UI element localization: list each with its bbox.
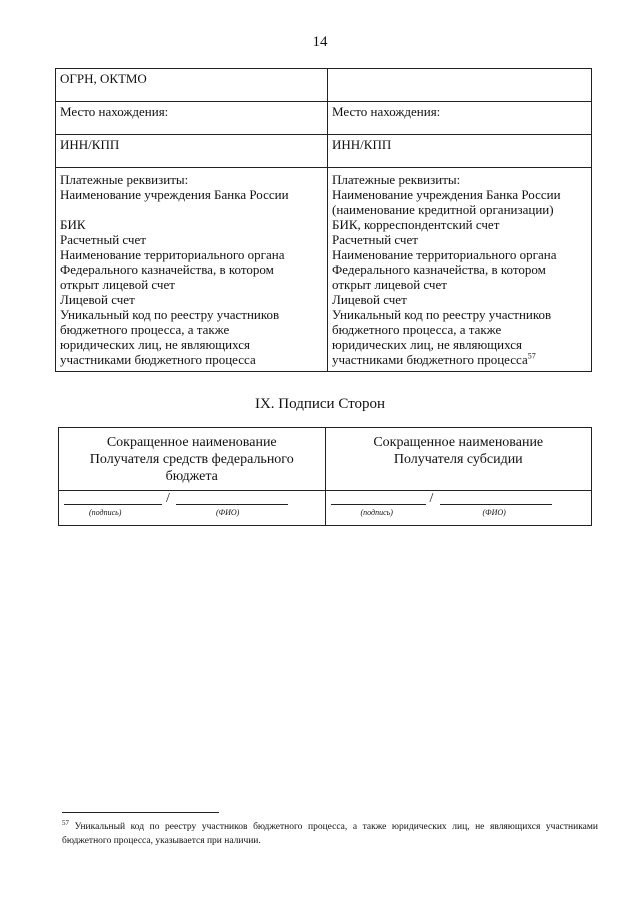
heading-line: Получателя средств федерального: [89, 452, 294, 467]
payment-line: (наименование кредитной организации): [332, 202, 554, 217]
payment-line: Уникальный код по реестру участников: [332, 307, 552, 322]
ogrn-oktmo-cell-right: [328, 69, 592, 102]
payment-line: бюджетного процесса, а также: [60, 322, 230, 337]
signature-slash: /: [166, 491, 170, 506]
payment-line: Наименование территориального органа: [60, 247, 285, 262]
name-caption: (ФИО): [482, 508, 506, 517]
payment-line: Наименование учреждения Банка России: [60, 187, 289, 202]
signature-slash: /: [429, 491, 434, 506]
name-caption: (ФИО): [216, 508, 240, 517]
payment-details-cell-left: [56, 168, 328, 372]
payment-line: Лицевой счет: [60, 292, 135, 307]
payment-line: юридических лиц, не являющихся: [60, 337, 251, 352]
table-row: [56, 69, 592, 102]
payment-line: участниками бюджетного процесса: [60, 352, 256, 367]
ogrn-oktmo-cell-left: ОГРН, ОКТМО: [56, 69, 328, 102]
footnote-separator: [62, 812, 219, 813]
heading-line: бюджета: [165, 469, 218, 484]
table-row: [59, 491, 592, 526]
heading-line: Сокращенное наименование: [106, 435, 277, 450]
payment-line-text: участниками бюджетного процесса: [332, 352, 528, 367]
inn-kpp-cell-left: ИНН/КПП: [56, 135, 328, 168]
heading-line: Сокращенное наименование: [373, 435, 544, 450]
name-line: [176, 504, 288, 505]
payment-line: Платежные реквизиты:: [332, 172, 461, 187]
payment-line: БИК: [60, 217, 86, 232]
payment-line: [332, 352, 587, 367]
payment-line: Расчетный счет: [332, 232, 418, 247]
payment-line: бюджетного процесса, а также: [332, 322, 502, 337]
footnote-reference: 57: [527, 351, 536, 361]
payment-line: Наименование учреждения Банка России: [332, 187, 561, 202]
payment-line: БИК, корреспондентский счет: [332, 217, 500, 232]
heading-line: Получателя субсидии: [393, 452, 523, 467]
footnote: [62, 820, 598, 848]
signature-line: [64, 504, 162, 505]
signature-caption: (подпись): [89, 508, 122, 517]
table-row: [56, 135, 592, 168]
payment-line: открыт лицевой счет: [60, 277, 175, 292]
payment-line: Лицевой счет: [332, 292, 407, 307]
section-title: IX. Подписи Сторон: [254, 396, 386, 412]
payment-line: открыт лицевой счет: [332, 277, 447, 292]
inn-kpp-cell-right: ИНН/КПП: [328, 135, 592, 168]
footnote-text: Уникальный код по реестру участников бюджетного процесса, а также юридических лиц, не являющихся участниками бюджетного процесса, указывается при наличии.: [62, 822, 598, 846]
payment-line: [60, 202, 323, 217]
table-row: [56, 168, 592, 372]
payment-line: Платежные реквизиты:: [60, 172, 189, 187]
right-signature-cell: [325, 491, 592, 526]
footnote-marker: 57: [62, 818, 69, 827]
name-line: [440, 504, 552, 505]
table-row: [59, 428, 592, 491]
right-party-heading: [325, 428, 592, 491]
signature-line: [331, 504, 426, 505]
left-signature-cell: [59, 491, 326, 526]
payment-line: Федерального казначейства, в котором: [60, 262, 274, 277]
payment-line: Расчетный счет: [60, 232, 146, 247]
location-cell-right: Место нахождения:: [328, 102, 592, 135]
payment-details-cell-right: [328, 168, 592, 372]
payment-line: Уникальный код по реестру участников: [60, 307, 280, 322]
signatures-table: [58, 427, 592, 526]
page-number: 14: [312, 34, 328, 50]
payment-line: Наименование территориального органа: [332, 247, 557, 262]
left-party-heading: [59, 428, 326, 491]
location-cell-left: Место нахождения:: [56, 102, 328, 135]
payment-line: Федерального казначейства, в котором: [332, 262, 546, 277]
table-row: [56, 102, 592, 135]
signature-caption: (подпись): [360, 508, 393, 517]
payment-line: юридических лиц, не являющихся: [332, 337, 523, 352]
requisites-table: [55, 68, 592, 372]
